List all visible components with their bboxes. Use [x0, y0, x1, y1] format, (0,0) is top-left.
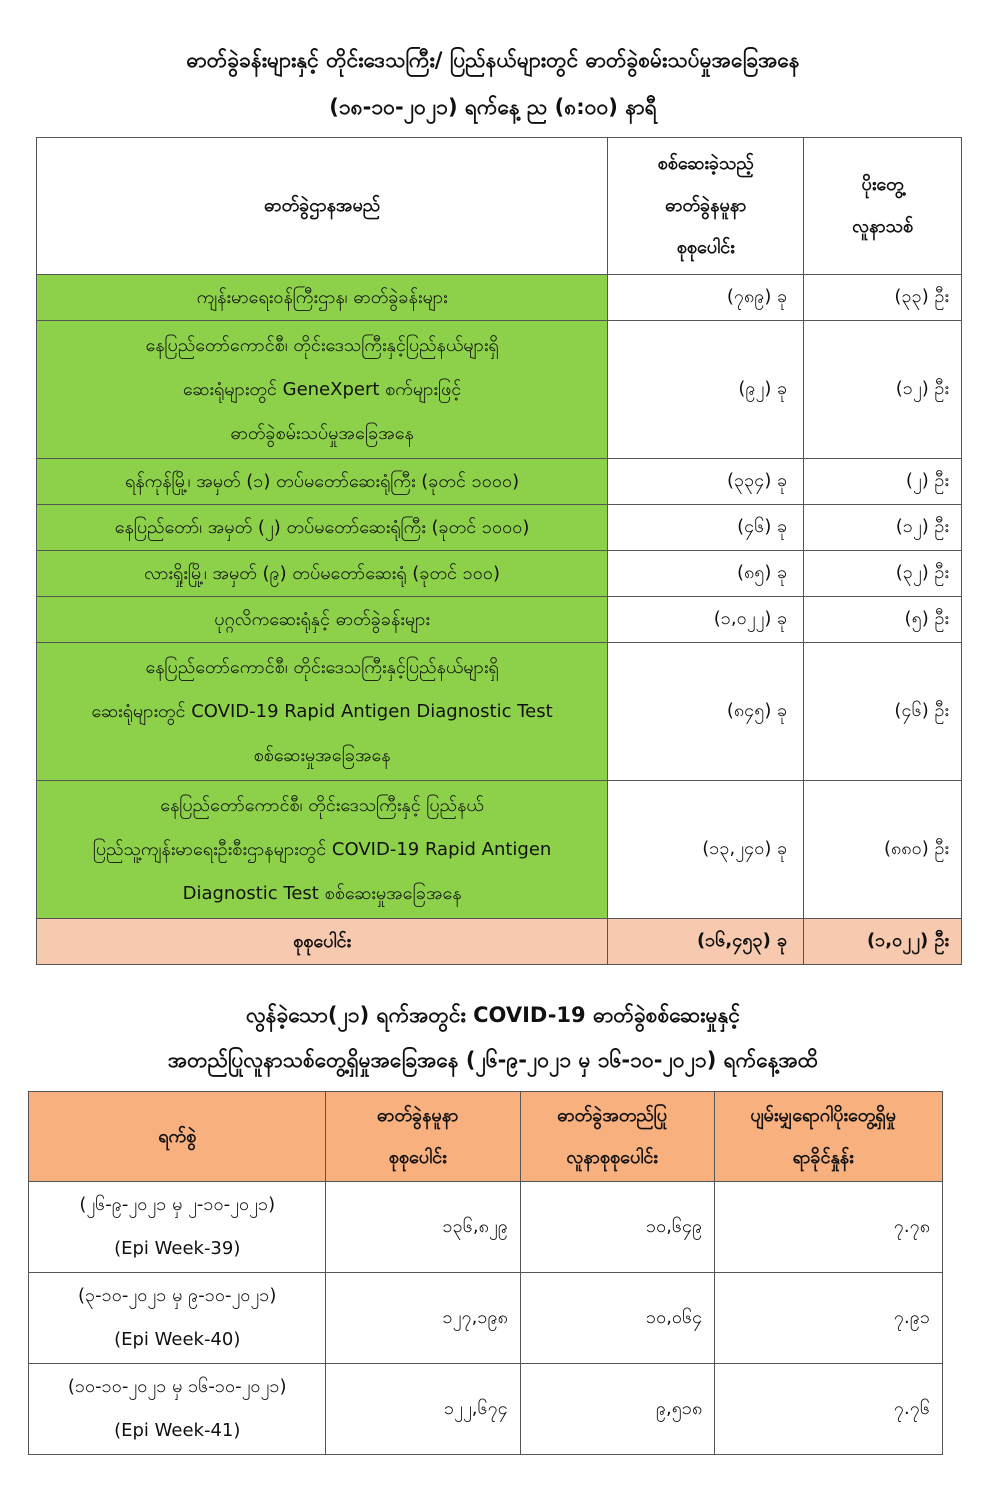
header-positivity-rate: [715, 1092, 943, 1182]
lab-name: ပုဂ္ဂလိကဆေးရုံနှင့် ဓာတ်ခွဲခန်းများ: [214, 608, 430, 630]
header-samples-line2: စုစုပေါင်း: [388, 1146, 447, 1168]
lab-name-cell: [37, 505, 608, 551]
table-row: [37, 551, 962, 597]
date-range: (၂၆-၉-၂၀၂၁ မှ ၂-၁၀-၂၀၂၁): [79, 1194, 276, 1215]
header-positive-line2: လူနာသစ်: [852, 216, 914, 237]
table-row: [37, 275, 962, 321]
lab-name-line3: ဓာတ်ခွဲစမ်းသပ်မှုအခြေအနေ: [230, 422, 414, 444]
header-confirmed: [520, 1092, 714, 1182]
lab-name: နေပြည်တော်ကောင်စီ၊ တိုင်းဒေသကြီးနှင့်ပြည်နယ်များရှိ: [145, 334, 499, 356]
tested-cell: (၈၅) ခု: [608, 551, 804, 597]
confirmed-cell: ၁၀,၆၄၉: [520, 1182, 714, 1273]
header-date: ရက်စွဲ: [29, 1092, 326, 1182]
section-subtitle-line2: အတည်ပြုလူနာသစ်တွေ့ရှိမှုအခြေအနေ (၂၆-၉-၂၀၂၁ မှ ၁၆-၁၀-၂၀၂၁) ရက်နေ့အထိ: [167, 1048, 819, 1072]
tested-cell: (၇၈၉) ခု: [608, 275, 804, 321]
epi-week: (Epi Week-41): [114, 1420, 241, 1441]
positive-cell: (၃၂) ဦး: [804, 551, 962, 597]
header-samples-line1: ဓာတ်ခွဲနမူနာ: [376, 1104, 459, 1126]
header-tested-line2: ဓာတ်ခွဲနမူနာ: [664, 195, 747, 216]
total-positive: (၁,၀၂၂) ဦး: [804, 919, 962, 965]
lab-name-cell: [37, 551, 608, 597]
epi-week: (Epi Week-40): [114, 1329, 241, 1350]
rate-cell: ၇.၉၁: [715, 1273, 943, 1364]
total-row: [37, 919, 962, 965]
lab-name: လားရှိုးမြို့၊ အမှတ် (၉) တပ်မတော်ဆေးရုံ (ခုတင် ၁၀၀): [144, 562, 501, 584]
tested-cell: (၃၃၄) ခု: [608, 459, 804, 505]
epi-week: (Epi Week-39): [114, 1238, 241, 1259]
tested-cell: (၁၃,၂၄၀) ခု: [608, 781, 804, 919]
lab-name-cell: [37, 597, 608, 643]
lab-name-cell: [37, 275, 608, 321]
lab-name-line2: ဆေးရုံများတွင် GeneXpert စက်များဖြင့်: [182, 378, 462, 400]
table-row: [37, 643, 962, 781]
lab-name-line2: ပြည်သူ့ကျန်းမာရေးဦးစီးဌာနများတွင် COVID-19 Rapid Antigen: [92, 838, 552, 860]
positive-cell: (၈၈၀) ဦး: [804, 781, 962, 919]
date-cell: [29, 1182, 326, 1273]
table-row: [37, 781, 962, 919]
page-title: ဓာတ်ခွဲခန်းများနှင့် တိုင်းဒေသကြီး/ ပြည်နယ်များတွင် ဓာတ်ခွဲစမ်းသပ်မှုအခြေအနေ: [186, 48, 800, 72]
samples-cell: ၁၂၇,၁၉၈: [326, 1273, 520, 1364]
header-samples: [326, 1092, 520, 1182]
lab-name: နေပြည်တော်၊ အမှတ် (၂) တပ်မတော်ဆေးရုံကြီး (ခုတင် ၁၀၀၀): [114, 516, 530, 538]
header-confirmed-line2: လူနာစုစုပေါင်း: [566, 1146, 658, 1168]
total-label: စုစုပေါင်း: [37, 919, 608, 965]
section-subtitle-line1: လွန်ခဲ့သော(၂၁) ရက်အတွင်း COVID-19 ဓာတ်ခွဲစစ်ဆေးမှုနှင့်: [245, 1003, 741, 1027]
lab-name: ကျန်းမာရေးဝန်ကြီးဌာန၊ ဓာတ်ခွဲခန်းများ: [196, 286, 448, 308]
rate-cell: ၇.၇၆: [715, 1364, 943, 1455]
lab-name: ရန်ကုန်မြို့၊ အမှတ် (၁) တပ်မတော်ဆေးရုံကြီး (ခုတင် ၁၀၀၀): [125, 470, 520, 492]
lab-name: နေပြည်တော်ကောင်စီ၊ တိုင်းဒေသကြီးနှင့်ပြည်နယ်များရှိ: [145, 656, 499, 678]
rate-cell: ၇.၇၈: [715, 1182, 943, 1273]
total-tested: (၁၆,၄၅၃) ခု: [608, 919, 804, 965]
lab-name-cell: [37, 321, 608, 459]
samples-cell: ၁၂၂,၆၇၄: [326, 1364, 520, 1455]
positive-cell: (၅) ဦး: [804, 597, 962, 643]
samples-cell: ၁၃၆,၈၂၉: [326, 1182, 520, 1273]
table-row: [29, 1182, 943, 1273]
lab-name: နေပြည်တော်ကောင်စီ၊ တိုင်းဒေသကြီးနှင့် ပြည်နယ်: [160, 794, 484, 816]
date-range: (၁၀-၁၀-၂၀၂၁ မှ ၁၆-၁၀-၂၀၂၁): [67, 1376, 287, 1397]
date-range: (၃-၁၀-၂၀၂၁ မှ ၉-၁၀-၂၀၂၁): [78, 1285, 277, 1306]
positive-cell: (၁၂) ဦး: [804, 505, 962, 551]
table-row: [29, 1273, 943, 1364]
lab-name-line2: ဆေးရုံများတွင် COVID-19 Rapid Antigen Diagnostic Test: [91, 700, 553, 722]
confirmed-cell: ၉,၅၁၈: [520, 1364, 714, 1455]
table-row: [37, 321, 962, 459]
lab-name-cell: [37, 643, 608, 781]
table-row: [29, 1364, 943, 1455]
positive-cell: (၂) ဦး: [804, 459, 962, 505]
table-row: [37, 459, 962, 505]
lab-testing-table: [36, 137, 962, 965]
table-row: [37, 597, 962, 643]
header-lab-name: ဓာတ်ခွဲဌာနအမည်: [37, 138, 608, 275]
tested-cell: (၉၂) ခု: [608, 321, 804, 459]
header-rate-line2: ရာခိုင်နှုန်း: [792, 1146, 854, 1168]
table-row: [37, 505, 962, 551]
lab-name-cell: [37, 459, 608, 505]
positive-cell: (၃၃) ဦး: [804, 275, 962, 321]
header-rate-line1: ပျမ်းမျှရောဂါပိုးတွေ့ရှိမှု: [750, 1104, 896, 1126]
positive-cell: (၄၆) ဦး: [804, 643, 962, 781]
tested-cell: (၄၆) ခု: [608, 505, 804, 551]
table-header-row: [29, 1092, 943, 1182]
table-header-row: [37, 138, 962, 275]
lab-name-cell: [37, 781, 608, 919]
date-cell: [29, 1364, 326, 1455]
tested-cell: (၁,၀၂၂) ခု: [608, 597, 804, 643]
positive-cell: (၁၂) ဦး: [804, 321, 962, 459]
lab-name-line3: Diagnostic Test စစ်ဆေးမှုအခြေအနေ: [182, 882, 462, 904]
header-new-positive: [804, 138, 962, 275]
date-cell: [29, 1273, 326, 1364]
header-confirmed-line1: ဓာတ်ခွဲအတည်ပြု: [557, 1104, 668, 1126]
header-tested-line3: စုစုပေါင်း: [676, 237, 735, 258]
confirmed-cell: ၁၀,၀၆၄: [520, 1273, 714, 1364]
header-tested-line1: စစ်ဆေးခဲ့သည့်: [657, 153, 754, 174]
header-positive-line1: ပိုးတွေ့: [861, 174, 904, 195]
weekly-summary-table: [28, 1091, 943, 1455]
tested-cell: (၈၄၅) ခု: [608, 643, 804, 781]
lab-name-line3: စစ်ဆေးမှုအခြေအနေ: [253, 744, 391, 766]
header-tested-total: [608, 138, 804, 275]
page-subtitle-date: (၁၈-၁၀-၂၀၂၁) ရက်နေ့ ည (၈:၀၀) နာရီ: [329, 95, 657, 119]
